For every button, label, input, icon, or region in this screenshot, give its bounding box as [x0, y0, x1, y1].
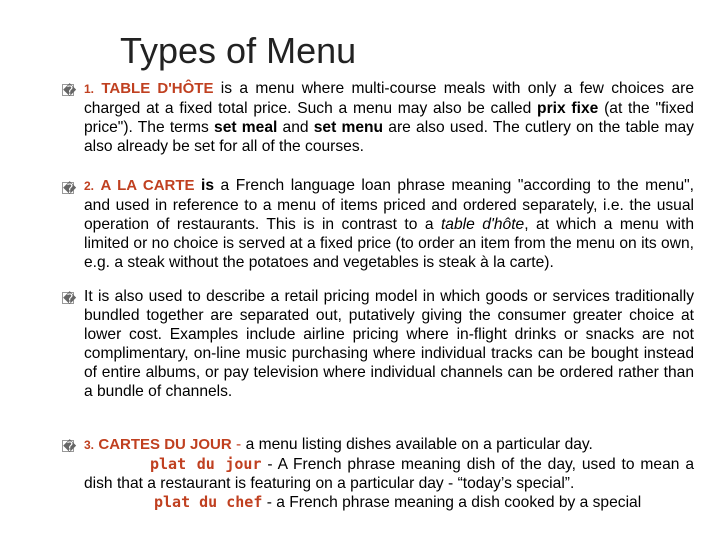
item-bold-term: set menu	[313, 119, 384, 136]
bullet-icon: �	[63, 439, 77, 454]
item-term: A LA CARTE	[100, 177, 195, 194]
item-text: , at which a menu with limited or no choice is served at a fixed price (to order an item from the menu on its own, e.g. a steak without the potatoes and vegetables is steak à la carte).	[84, 216, 694, 271]
item-italic: table d'hôte	[440, 216, 525, 233]
item-text: (at the "fixed price"). The terms	[84, 100, 694, 136]
bullet-icon: �	[63, 181, 77, 196]
sub-term-plat-du-chef: plat du chef	[154, 493, 263, 511]
item-text: are also used. The cutlery on the table may also already be set for all of the courses.	[84, 119, 694, 155]
sub-text: - A French phrase meaning dish of the day, used to mean a dish that a restaurant is featuring on a particular day - “today’s special”.	[84, 456, 695, 492]
item-dash: -	[231, 436, 246, 453]
list-item-retail-pricing: It is also used to describe a retail pricing model in which goods or services traditionally bundled together are separated out, putatively giving the consumer greater choice at lower cost. Examples include airline pricing where in-flight drinks or snacks are not complimentary, on-line music purchasing where individual tracks can be bought instead of entire albums, or pay television where individual channels can be ordered rather than a bundle of channels.	[84, 288, 694, 400]
item-text: a French language loan phrase meaning "according to the menu", and used in reference to a menu of items priced and ordered separately, i.e. the usual operation of restaurants. This is in contrast to a	[84, 177, 694, 233]
list-item-table-dhote	[84, 79, 694, 156]
bullet-icon: �	[63, 291, 77, 306]
item-term: TABLE D'HÔTE	[101, 80, 214, 97]
bullet-icon: �	[63, 83, 77, 98]
item-bold-term: prix fixe	[537, 100, 599, 117]
item-text: and	[277, 119, 314, 136]
item-term-suffix: is	[194, 177, 215, 194]
sub-text: - a French phrase meaning a dish cooked by a special	[262, 494, 642, 511]
item-number: 3.	[84, 438, 95, 452]
list-item-cartes-du-jour	[84, 435, 694, 512]
item-text: is a menu where multi-course meals with only a few choices are charged at a fixed total price. Such a menu may also be called	[84, 80, 694, 117]
sub-term-plat-du-jour: plat du jour	[150, 455, 262, 473]
list-item-a-la-carte	[84, 176, 694, 272]
item-number: 2.	[84, 179, 95, 193]
item-bold-term: set meal	[214, 119, 278, 136]
item-text: a menu listing dishes available on a particular day.	[245, 436, 593, 453]
item-term: CARTES DU JOUR	[98, 436, 232, 453]
item-number: 1.	[84, 82, 95, 96]
page-title: Types of Menu	[120, 30, 357, 71]
